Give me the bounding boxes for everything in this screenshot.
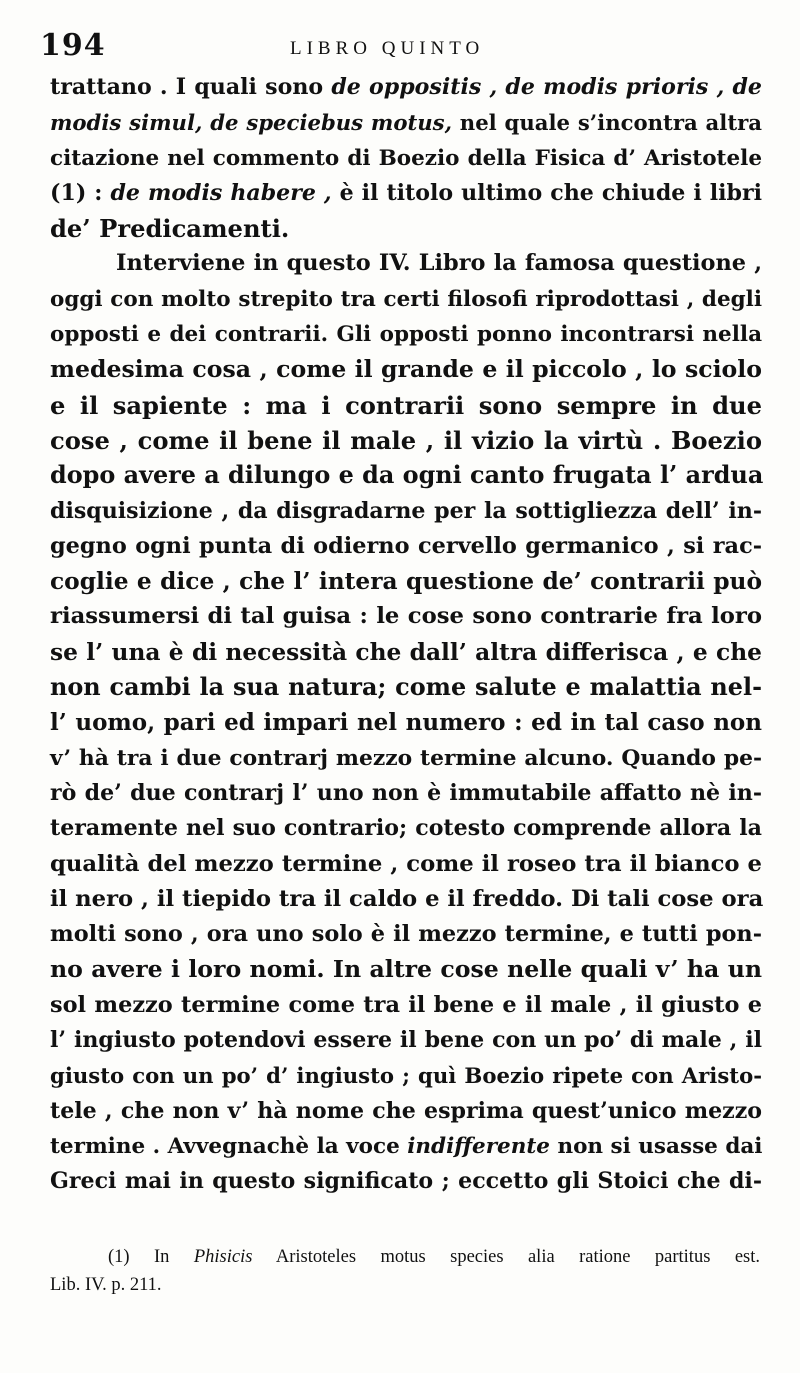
text-line [50, 917, 762, 952]
italic-text: de modis habere , [110, 179, 332, 206]
text-line [50, 211, 762, 246]
footnote-marker: (1) In [108, 1247, 194, 1267]
text-segment: qualità del mezzo termine , come il roseo tra il bianco e [50, 850, 762, 877]
text-segment: trattano . I quali sono [50, 74, 332, 100]
text-segment: termine . Avvegnachè la voce [50, 1133, 408, 1159]
text-line [50, 811, 762, 846]
text-segment: oggi con molto strepito tra certi filosofi riprodottasi , degli [50, 286, 762, 312]
footnotes [50, 1243, 760, 1299]
italic-text: de oppositis , de modis prioris , de [331, 74, 762, 100]
text-line [50, 847, 762, 882]
text-line [50, 952, 762, 987]
text-line [50, 317, 762, 352]
text-segment: cose , come il bene il male , il vizio la virtù . Boezio [50, 425, 762, 455]
footnote-text: Aristoteles motus species alia ratione partitus est. [252, 1247, 761, 1267]
text-segment: (1) : [50, 179, 111, 206]
text-line [50, 494, 762, 529]
footnote-line: Lib. IV. p. 211. [50, 1275, 162, 1295]
text-line [50, 1023, 762, 1058]
text-line [50, 282, 762, 317]
text-segment: Greci mai in questo significato ; eccetto gli Stoici che di- [50, 1168, 762, 1195]
text-segment: è il titolo ultimo che chiude i libri [331, 179, 762, 206]
text-line [50, 1129, 762, 1164]
text-segment: molti sono , ora uno solo è il mezzo termine, e tutti pon- [50, 921, 762, 948]
page-number: 194 [40, 28, 106, 63]
page-header [40, 28, 770, 68]
text-segment: sol mezzo termine come tra il bene e il male , il giusto e [50, 991, 762, 1018]
text-segment: rò de’ due contrarj l’ uno non è immutabile affatto nè in- [50, 779, 762, 806]
italic-text: indifferente [407, 1133, 550, 1159]
text-segment: v’ hà tra i due contrarj mezzo termine alcuno. Quando pe- [50, 745, 762, 771]
text-line [50, 1094, 762, 1129]
text-segment: non si usasse dai [549, 1133, 763, 1159]
text-line [50, 176, 762, 211]
text-line [50, 705, 762, 740]
text-segment: dopo avere a dilungo e da ogni canto frugata l’ ardua [50, 461, 764, 490]
text-segment: coglie e dice , che l’ intera questione de’ contrarii può [50, 568, 762, 596]
text-line [50, 564, 762, 599]
text-line [50, 635, 762, 670]
text-line [50, 1058, 762, 1093]
text-line [50, 246, 762, 281]
text-line [50, 423, 762, 458]
text-line [50, 882, 762, 917]
footnote-line [50, 1243, 760, 1271]
text-segment: de’ Predicamenti. [50, 214, 290, 244]
text-line [50, 458, 762, 493]
footnote-italic: Phisicis [193, 1247, 253, 1267]
text-line [50, 988, 762, 1023]
text-line [50, 352, 762, 387]
text-segment: Interviene in questo IV. Libro la famosa questione , [116, 250, 762, 277]
text-segment: opposti e dei contrarii. Gli opposti ponno incontrarsi nella [50, 322, 762, 348]
text-segment: l’ ingiusto potendovi essere il bene con un po’ di male , il [50, 1027, 762, 1054]
text-segment: il nero , il tiepido tra il caldo e il freddo. Di tali cose ora [50, 885, 764, 912]
text-line [50, 388, 762, 423]
text-segment: no avere i loro nomi. In altre cose nelle quali v’ ha un [50, 955, 762, 984]
text-line [50, 741, 762, 776]
text-line [50, 529, 762, 564]
text-segment: non cambi la sua natura; come salute e malattia nel- [50, 673, 762, 702]
text-line [50, 105, 762, 140]
text-line [50, 599, 762, 634]
text-line [50, 670, 762, 705]
text-line [50, 141, 762, 176]
text-segment: e il sapiente : ma i contrarii sono sempre in due [50, 390, 762, 420]
text-segment: l’ uomo, pari ed impari nel numero : ed in tal caso non [50, 709, 762, 737]
body-text [50, 70, 762, 1200]
text-segment: nel quale s’incontra altra [451, 110, 762, 136]
text-segment: gegno ogni punta di odierno cervello germanico , si rac- [50, 532, 762, 559]
text-line [50, 776, 762, 811]
running-head: LIBRO QUINTO [290, 38, 485, 59]
text-line [50, 1164, 762, 1199]
italic-text: modis simul, de speciebus motus, [50, 110, 452, 136]
text-segment: medesima cosa , come il grande e il piccolo , lo sciolo [50, 355, 762, 384]
text-segment: giusto con un po’ d’ ingiusto ; quì Boezio ripete con Aristo- [50, 1063, 762, 1089]
text-segment: citazione nel commento di Boezio della Fisica d’ Aristotele [50, 145, 762, 171]
text-segment: disquisizione , da disgradarne per la sottigliezza dell’ in- [50, 497, 762, 524]
text-segment: se l’ una è di necessità che dall’ altra differisca , e che [50, 638, 762, 666]
text-line [50, 70, 762, 105]
text-segment: riassumersi di tal guisa : le cose sono contrarie fra loro [50, 603, 762, 630]
text-segment: teramente nel suo contrario; cotesto comprende allora la [50, 815, 762, 842]
text-segment: tele , che non v’ hà nome che esprima quest’unico mezzo [50, 1097, 762, 1124]
